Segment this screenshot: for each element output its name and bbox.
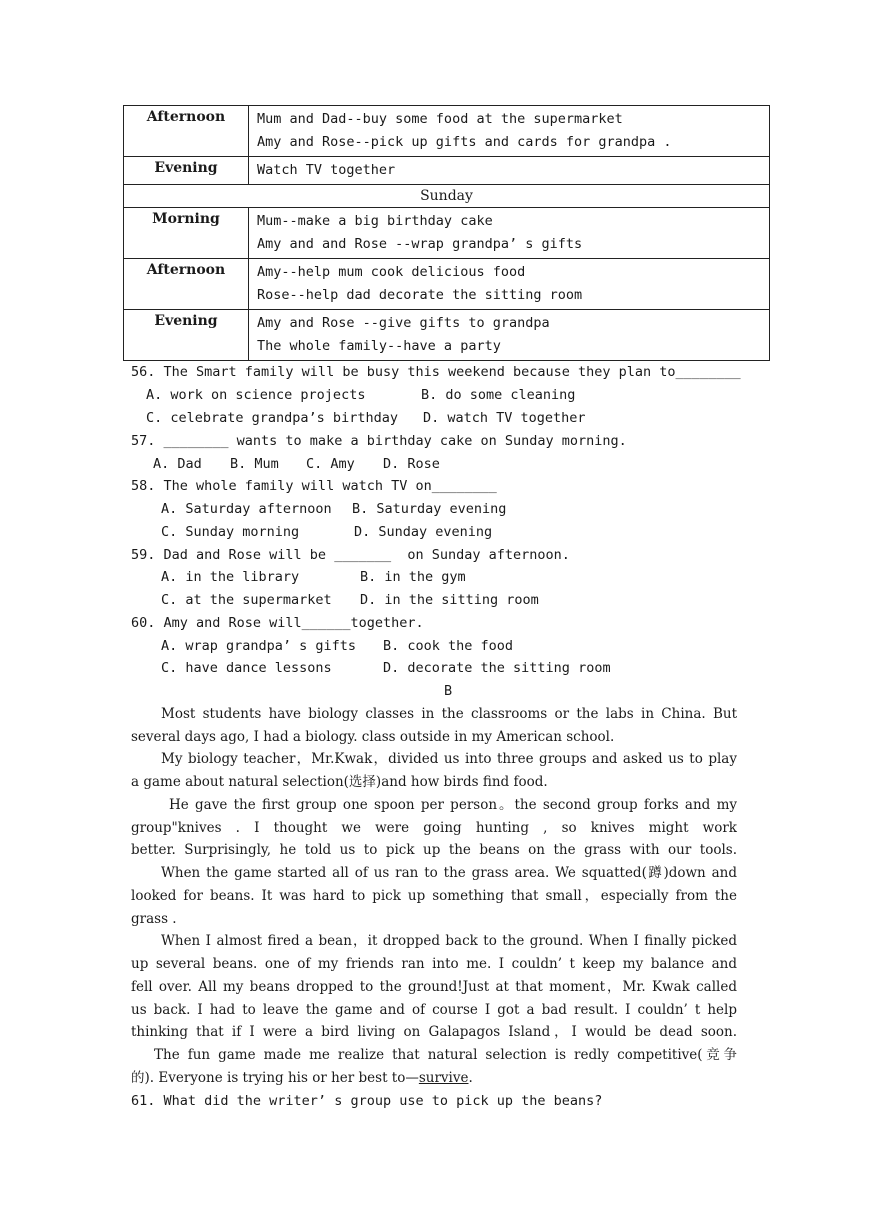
day-cell: Afternoon (124, 106, 249, 157)
question-56-option-d: D. watch TV together (423, 410, 586, 426)
passage-line: grass . (131, 911, 177, 927)
question-60-option-c: C. have dance lessons (161, 660, 332, 676)
underlined-word-survive: survive (418, 1070, 469, 1086)
passage-line: up several beans. one of my friends ran into me. I couldn’ t keep my balance and (131, 956, 737, 972)
table-row (124, 157, 770, 185)
activity-line: Amy and Rose --give gifts to grandpa (257, 315, 550, 331)
question-59-option-c: C. at the supermarket (161, 592, 332, 608)
passage-line: When the game started all of us ran to the grass area. We squatted(蹲)down and (161, 865, 737, 881)
question-59-stem: 59. Dad and Rose will be _______ on Sunday afternoon. (131, 547, 570, 563)
question-56-option-a: A. work on science projects (146, 387, 366, 403)
question-57-option-b: B. Mum (230, 456, 279, 472)
passage-line: My biology teacher，Mr.Kwak，divided us into three groups and asked us to play (161, 751, 737, 767)
question-59-option-b: B. in the gym (360, 569, 466, 585)
question-59-option-a: A. in the library (161, 569, 300, 585)
question-58-option-c: C. Sunday morning (161, 524, 300, 540)
question-56-option-c: C. celebrate grandpa’s birthday (146, 410, 398, 426)
activities-cell (249, 106, 770, 157)
question-60-option-d: D. decorate the sitting room (383, 660, 611, 676)
passage-line: a game about natural selection(选择)and how birds find food. (131, 774, 548, 790)
question-57-option-c: C. Amy (306, 456, 355, 472)
question-56-stem: 56. The Smart family will be busy this weekend because they plan to________ (131, 364, 741, 380)
table-row (124, 259, 770, 310)
passage-last-line-suffix: . (468, 1070, 473, 1086)
question-60-option-a: A. wrap grandpa’ s gifts (161, 638, 357, 654)
question-60-option-b: B. cook the food (383, 638, 514, 654)
question-61-stem: 61. What did the writer’ s group use to pick up the beans? (131, 1093, 603, 1109)
activities-cell (249, 310, 770, 361)
passage-line: better. Surprisingly, he told us to pick up the beans on the grass with our tools. (131, 842, 737, 858)
table-row (124, 208, 770, 259)
question-58-stem: 58. The whole family will watch TV on________ (131, 478, 497, 494)
activities-cell (249, 157, 770, 185)
passage-line: fell over. All my beans dropped to the ground!Just at that moment，Mr. Kwak called (131, 979, 737, 995)
activity-line: The whole family--have a party (257, 338, 501, 354)
activity-line: Amy--help mum cook delicious food (257, 264, 526, 280)
question-58-option-d: D. Sunday evening (354, 524, 493, 540)
activity-line: Mum--make a big birthday cake (257, 213, 493, 229)
question-60-stem: 60. Amy and Rose will______together. (131, 615, 424, 631)
activity-line: Mum and Dad--buy some food at the supermarket (257, 111, 623, 127)
passage-line: looked for beans. It was hard to pick up something that small，especially from the (131, 888, 737, 904)
passage-line: Most students have biology classes in the classrooms or the labs in China. But (161, 706, 737, 722)
activities-cell (249, 208, 770, 259)
passage-line: When I almost fired a bean，it dropped back to the ground. When I finally picked (161, 933, 737, 949)
section-label: Sunday (124, 185, 770, 208)
passage-line: The fun game made me realize that natural selection is redly competitive(竞争 (154, 1047, 737, 1063)
table-row (124, 106, 770, 157)
day-cell: Morning (124, 208, 249, 259)
question-57-option-a: A. Dad (153, 456, 202, 472)
section-row (124, 185, 770, 208)
activity-line: Amy and and Rose --wrap grandpa’ s gifts (257, 236, 583, 252)
question-57-stem: 57. ________ wants to make a birthday cake on Sunday morning. (131, 433, 627, 449)
question-57-option-d: D. Rose (383, 456, 440, 472)
day-cell: Afternoon (124, 259, 249, 310)
passage-line: several days ago, I had a biology. class outside in my American school. (131, 729, 615, 745)
question-58-option-a: A. Saturday afternoon (161, 501, 332, 517)
question-56-option-b: B. do some cleaning (421, 387, 576, 403)
passage-line: thinking that if I were a bird living on Galapagos Island，I would be dead soon. (131, 1024, 737, 1040)
activity-line: Amy and Rose--pick up gifts and cards for grandpa . (257, 134, 672, 150)
passage-last-line (131, 1067, 473, 1090)
activity-line: Watch TV together (257, 162, 396, 178)
activity-line: Rose--help dad decorate the sitting room (257, 287, 583, 303)
table-row (124, 310, 770, 361)
question-59-option-d: D. in the sitting room (360, 592, 539, 608)
passage-line: group"knives . I thought we were going hunting , so knives might work (131, 820, 737, 836)
passage-heading: B (444, 683, 453, 699)
passage-last-line-prefix: 的). Everyone is trying his or her best to— (131, 1070, 419, 1086)
schedule-table (123, 105, 770, 361)
passage-line: He gave the first group one spoon per person。the second group forks and my (169, 797, 737, 813)
passage-line: us back. I had to leave the game and of course I got a bad result. I couldn’ t help (131, 1002, 737, 1018)
activities-cell (249, 259, 770, 310)
day-cell: Evening (124, 157, 249, 185)
day-cell: Evening (124, 310, 249, 361)
question-58-option-b: B. Saturday evening (352, 501, 507, 517)
